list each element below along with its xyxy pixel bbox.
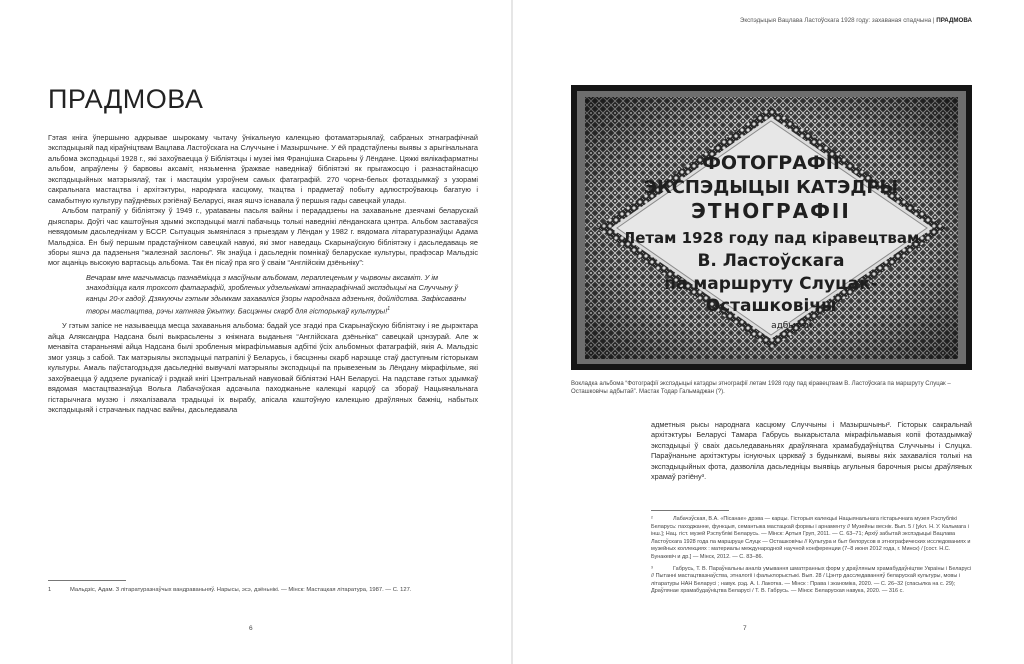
footnote-left: [48, 586, 468, 594]
block-quote: [86, 273, 478, 317]
footnote-3-number: ³: [651, 565, 653, 572]
page-title: ПРАДМОВА: [48, 84, 204, 114]
page-number-left: 6: [249, 625, 253, 632]
cover-text-line-2: ЭКСПЭДЫЦЫІ КАТЭДРЫ: [643, 177, 899, 198]
photo-caption: Вокладка альбома “Фотографії экспэдыцыі катэдры этнографії летам 1928 году пад кіравецтвам В. Ластоўскага па маршруту Слуцак – Осташковічы адбытай”. Мастак Тодар Гальмаджан (?).: [571, 381, 951, 396]
paragraph-1: Гэтая кніга ўпершыню адкрывае шырокаму чытачу ўнікальную калекцыю фотаматэрыялаў, сабраных этнаграфічнай экспэдыцыяй пад кіраўніцтвам Вацлава Ластоўскага на Случчыне і Мазыршчыне. У ёй прадстаўлены выявы з арыгінальнага альбома экспэдыцыі 1928 г., які захоўваецца ў Бібліятэцы і музеі імя Францішка Скарыны ў Лёндане. Цяжкі вялікафарматны альбом, апраўлены ў барвовы аксаміт, нязьменна ўражвае наведнікаў бібліятэкі як прыгажосцю і разнастайнасцю экспэдыцыйных матэрыялаў, так і мастацкім узроўнем самых фатаграфій. 270 чорна-белых фотаздымкаў з узорамі сакральнага мастацтва і архітэктуры, народнага касцюму, ткацтва і прадметаў побыту адлюстроўваюць багатую і самабытную культуру паўднёвых рэгіёнаў Беларусі, якая яшчэ існавала ў першыя гады савецкай улады.: [48, 133, 478, 205]
running-header: [600, 17, 972, 24]
footnote-2-text: Лабачэўская, В.А. «Пісанае» дрэва — карцы. Гісторыя калекцыі Нацыянальнага гістарычнага музея Рэспублікі Беларусь: паходжанне, функцыя, семантыка мастацкай формы і арнаменту // Музейны веснік. Вып. 5 / [уkл. Н. У. Кальмага і інш.]; Нац. гіст. музей Рэспублікі Беларусь. — Мінск: Артыя Груп, 2011. — С. 63–71; Архіў забытай экспэдыцыі Вацлава Ластоўскага 1928 года па маршруце Слуцк — Осташковічы // Культура и быт белорусов в этнографических исследованиях и музейных коллекциях : материалы международной научной конференции (7–8 июня 2012 года, г. Минск) / [сост. Н.С. Бунакевіч и др.] — Мінск, 2012. — С. 83–86.: [651, 516, 971, 560]
footnote-text: Мальдзіс, Адам. З літаратуразнаўчых вандраваньняў. Нарысы, эсэ, дзёньнікі. — Мінск: Мастацкая літаратура, 1987. — С. 127.: [70, 587, 412, 593]
footnote-3-text: Габрусь, Т. В. Параўнальны аналіз умывання шматгранных форм у драўляным храмабудаўніцтве Украіны і Беларусі // Пытанні мастацтвазнаўства, этналогіі і фальклорыстыкі. Вып. 28 / Цэнтр дасследаванняў беларускай культуры, мовы і літаратуры НАН Беларусі ; навук. рэд. А. І. Лакотка. — Мінск : Права і эканоміка, 2020. — С. 26–32 (спасылка на с. 29); Драўлянае храмабудаўніцтва Беларусі / Т. В. Габрусь. — Мінск: Беларуская навука, 2020. — 316 с.: [651, 565, 972, 595]
cover-text-line-7: Осташковічы: [705, 296, 837, 316]
cover-text-line-6: па маршруту Слуцак-: [664, 274, 878, 294]
footnote-number: 1: [48, 587, 52, 593]
paragraph-2: Альбом патрапіў у бібліятэку ў 1949 г., ураtаваны пасьля вайны і перададзены на захаваньне дзеячамі беларускай дыяспары. Доўгі час каштоўныя здымкі экспэдыцыі маглі пабачыць толькі наведнікі лёнданскага цэнтра. Альбом заставаўся невядомым дасьледнікам у БССР. Сытуацыя зьмянілася з прыездам у Лёндан у 1982 г. вядомага літаратуразнаўцы Адама Мальдзіса. Ён быў першым прадстаўніком савецкай навукі, які змог наведаць Скарынаўскую бібліятэку і дасьледаваць яе зборы яшчэ да падзеньня “жалезнай заслоны”. Як знаўца і дасьледнік помнікаў беларускае культуры, прафэсар Мальдзіс мог ацаніць высокую вартасьць альбома. Так ён пісаў пра яго ў сваім “Англійскім дзёньніку”:: [48, 206, 478, 268]
album-cover-photo: [571, 85, 972, 370]
footnotes-right: [651, 516, 972, 600]
running-title: Экспэдыцыя Вацлава Ластоўскага 1928 году: захаваная спадчына |: [739, 17, 937, 24]
right-paragraph: адметныя рысы народнага касцюму Случчыны і Мазыршчыны². Гісторык сакральнай архітэктуры Беларусі Тамара Габрусь выкарыстала мікрафільмавыя копіі фотаздымкаў экспэдыцыі ў сваіх дасьледаваньнях драўлянага храмабудаўніцтва Случчыны і Слуцка. Параўнаньне архітэктуры існуючых цэркваў з будынкамі, выявы якіх захаваліся толькі на экспэдыцыйных фота, дазволіла дасьледніцы выявіць агульныя барочныя рысы драўляных храмаў рэгіёну³.: [651, 420, 972, 482]
cover-text-line-8: адбытай.: [771, 321, 815, 331]
cover-text-line-1: ФОТОГРАФІІ: [702, 152, 840, 174]
quote-note-ref: 1: [387, 306, 391, 313]
footnote-2-number: ²: [651, 516, 653, 522]
footnote-3: [651, 566, 972, 596]
book-spine: [511, 0, 513, 664]
quote-text: Вечарам мне магчымасць пазнаёміцца з масіўным альбомам, пераплеценым у чырвоны аксаміт. У ім знаходзіцца каля трохсот фатаграфій, зробленых удзельнікамі этнаграфічнай экспэдыцыі на Случчыну ў канцы 20-х гадоў. Дзякуючы гэтым здымкам захаваліся ўзоры народнага адзеньня, дойлідства. Зафіксаваны творы мастацтва, рэчы хатняга ўжытку. Басцэнны скарб для гісторыкаў культуры!: [86, 272, 467, 316]
footnote-rule: [48, 580, 126, 581]
cover-text-line-4: Летам 1928 году пад кіравецтвам: [622, 229, 920, 247]
cover-text-line-5: В. Ластоўскага: [697, 251, 845, 271]
running-section: ПРАДМОВА: [936, 17, 972, 24]
left-column: [48, 133, 478, 415]
page-number-right: 7: [743, 625, 747, 632]
album-cover-image: [571, 85, 972, 370]
cover-text-line-3: ЭТНОГРАФІІ: [691, 199, 851, 223]
footnote-rule-right: [651, 510, 729, 511]
paragraph-3: У гэтым запісе не называецца месца захаваньня альбома: бадай усе згадкі пра Скарынаўскую бібліятэку і яе дырэктара айца Аляксандра Надсана былі выкрасьлены з кніжнага выданьня “Англійскага дзёньніка” савецкай цэнзурай. Але ж менавіта стараньнямі айца Надсана былі зробленыя мікрафільмавыя адбіткі ўсіх альбомных фатаграфій, якія А. Мальдзіс змог узяць з сабой. Так матэрыялы экспэдыцыі патрапілі ў Беларусь, і бясцэнны скарб нарэшце стаў даступным гісторыкам культуры. Амаль паўстагодзьдзя дасьледнікі вывучалі матэрыялы экспэдыцыі па прывезеным зь Лёндану мікрафільме, які захоўваецца ў аддзеле рукапісаў і рэдкай кнігі Цэнтральнай навуковай бібліятэкі НАН Беларусі. На падставе гэтых здымкаў вядомая мастацтвазнаўца Вольга Лабачэўская адсачыла паходжаньне калекцыі карцоў са збораў Нацыянальнага гістарычнага музэю і ляхалізавала традыцыі іх вырабу, апісала каштоўную калекцыю драўляных бажніц, набытых экспэдыцыяй і страчаных падчас вайны, дасьледавала: [48, 321, 478, 414]
right-column: [651, 420, 972, 483]
footnote-2: [651, 516, 972, 562]
